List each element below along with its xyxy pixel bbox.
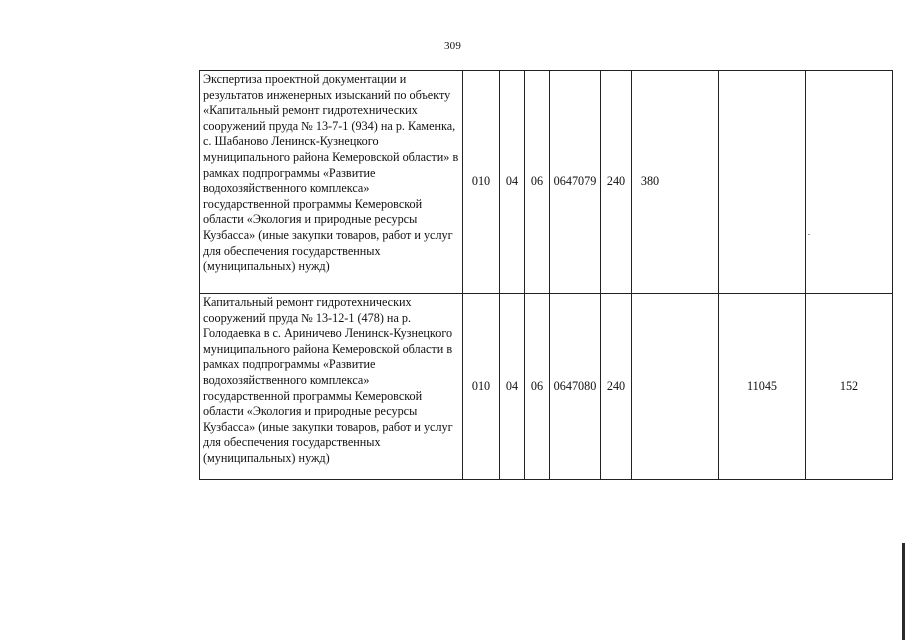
amount-value-1: 380 [640, 174, 660, 189]
table-row [200, 294, 893, 480]
row-description: Капитальный ремонт гидротехнических сооружений пруда № 13-12-1 (478) на р. Голодаевка в с. Ариничево Ленинск-Кузнецкого муниципального района Кемеровской области в рамках подпрограммы «Развитие водохозяйственного комплекса» государственной программы Кемеровской области «Экология и природные ресурсы Кузбасса» (иные закупки товаров, работ и услуг для обеспечения государственных (муниципальных) нужд) [200, 294, 463, 480]
amount-cell-3: 152 [806, 294, 893, 480]
amount-cell-1 [632, 71, 719, 294]
subsection-code: 04 [500, 294, 525, 480]
section-code: 010 [463, 294, 500, 480]
page-number: 309 [443, 40, 462, 52]
scan-speck [808, 234, 810, 235]
expense-type-code: 240 [601, 71, 632, 294]
target-article-code: 0647079 [550, 71, 601, 294]
budget-table [199, 70, 893, 480]
amount-cell-2: 11045 [719, 294, 806, 480]
row-description: Экспертиза проектной документации и результатов инженерных изысканий по объекту «Капитальный ремонт гидротехнических сооружений пруда № 13-7-1 (934) на р. Каменка, с. Шабаново Ленинск-Кузнецкого муниципального района Кемеровской области» в рамках подпрограммы «Развитие водохозяйственного комплекса» государственной программы Кемеровской области «Экология и природные ресурсы Кузбасса» (иные закупки товаров, работ и услуг для обеспечения государственных (муниципальных) нужд) [200, 71, 463, 294]
target-article-code: 0647080 [550, 294, 601, 480]
amount-cell-3 [806, 71, 893, 294]
group-code: 06 [525, 294, 550, 480]
expense-type-code: 240 [601, 294, 632, 480]
amount-cell-2 [719, 71, 806, 294]
amount-cell-1 [632, 294, 719, 480]
table-row [200, 71, 893, 294]
section-code: 010 [463, 71, 500, 294]
group-code: 06 [525, 71, 550, 294]
subsection-code: 04 [500, 71, 525, 294]
